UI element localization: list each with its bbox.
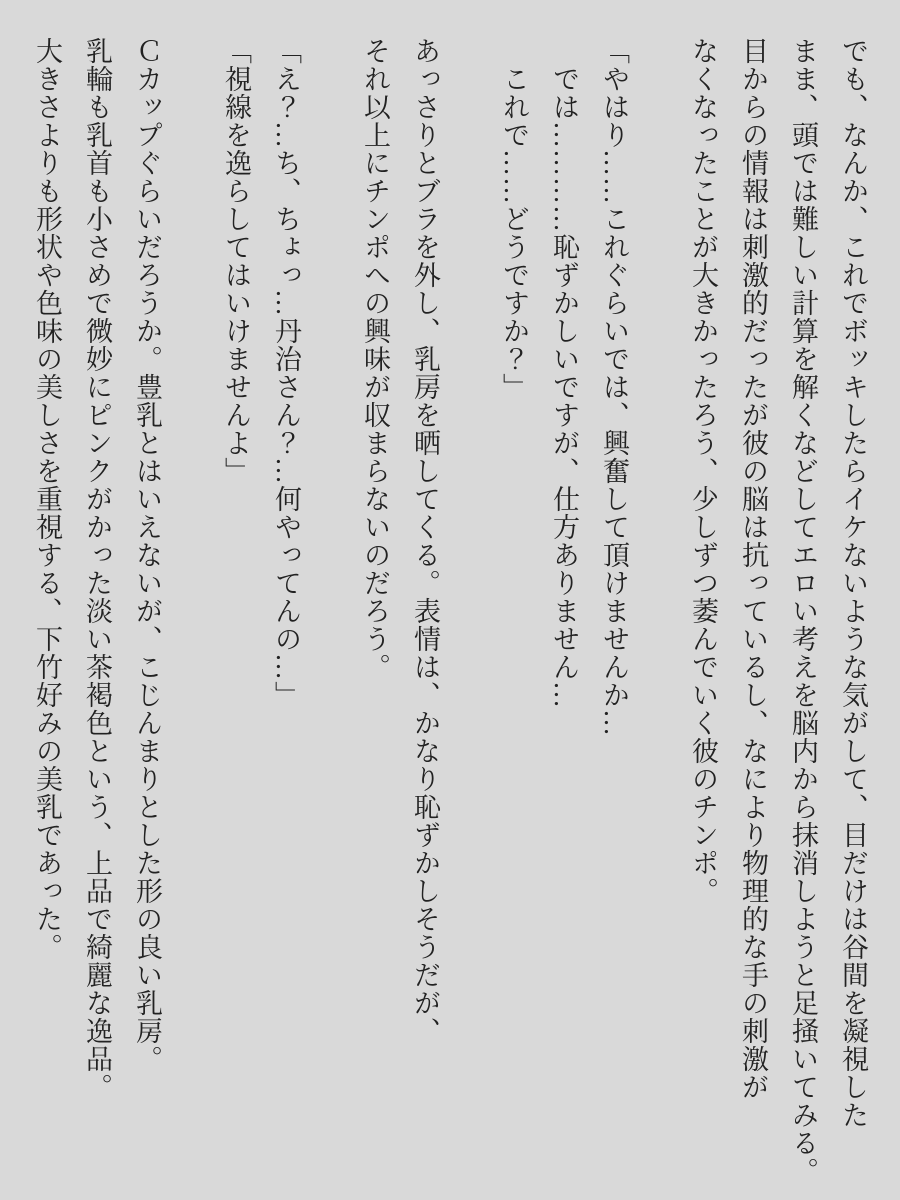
text-line: でも、なんか、これでボッキしたらイケないような気がして、目だけは谷間を凝視した bbox=[838, 37, 868, 1129]
text-line: では…………恥ずかしいですが、仕方ありません… bbox=[549, 65, 579, 709]
text-line: なくなったことが大きかったろう、少しずつ萎んでいく彼のチンポ。 bbox=[688, 37, 718, 905]
text-line: これで……どうですか？」 bbox=[499, 65, 529, 401]
text-line: あっさりとブラを外し、乳房を晒してくる。表情は、かなり恥ずかしそうだが、 bbox=[410, 37, 440, 1045]
text-line: 「やはり……これぐらいでは、興奮して頂けませんか… bbox=[599, 37, 629, 737]
paragraph bbox=[678, 37, 878, 1189]
text-line: それ以上にチンポへの興味が収まらないのだろう。 bbox=[360, 37, 390, 681]
text-line: 「視線を逸らしてはいけませんよ」 bbox=[221, 37, 251, 485]
vertical-text-area bbox=[22, 37, 878, 1189]
paragraph-dialogue bbox=[211, 37, 311, 1189]
paragraph-dialogue bbox=[489, 37, 639, 1189]
text-line: 大きさよりも形状や色味の美しさを重視する、下竹好みの美乳であった。 bbox=[32, 37, 62, 961]
paragraph bbox=[350, 37, 450, 1189]
text-line: まま、頭では難しい計算を解くなどしてエロい考えを脳内から抹消しようと足掻いてみる。 bbox=[788, 37, 818, 1185]
text-line: 乳輪も乳首も小さめで微妙にピンクがかった淡い茶褐色という、上品で綺麗な逸品。 bbox=[82, 37, 112, 1101]
text-line: 目からの情報は刺激的だったが彼の脳は抗っているし、なにより物理的な手の刺激が bbox=[738, 37, 768, 1101]
text-line: 「え？…ち、ちょっ…丹治さん？…何やってんの…」 bbox=[271, 37, 301, 709]
text-line: Ｃカップぐらいだろうか。豊乳とはいえないが、こじんまりとした形の良い乳房。 bbox=[132, 37, 162, 1073]
paragraph bbox=[22, 37, 172, 1189]
